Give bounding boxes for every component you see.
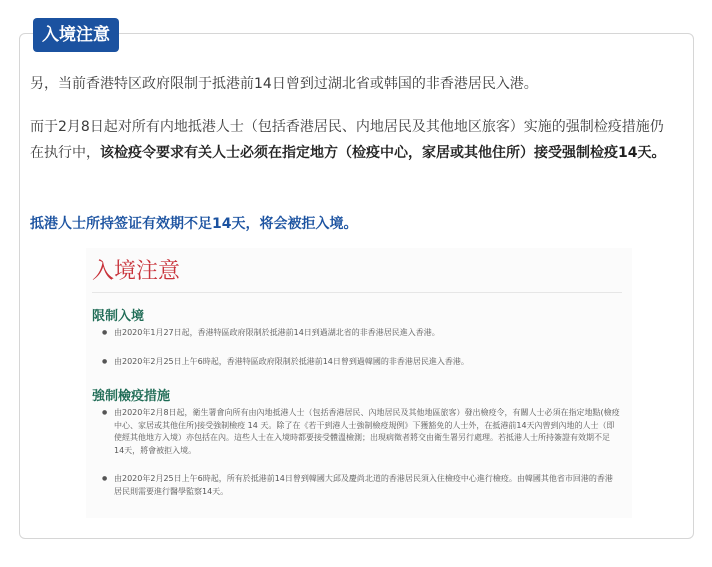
section-heading-quarantine: 強制檢疫措施 bbox=[92, 389, 171, 404]
notice-image bbox=[86, 248, 632, 518]
paragraph-quarantine-bold: 该检疫令要求有关人士必须在指定地方（检疫中心，家居或其他住所）接受强制检疫14天。 bbox=[100, 145, 666, 161]
list-item: ● 由2020年2月25日上午6時起，所有於抵港前14日曾到韓國大邱及慶尚北道的香港居民須入住檢疫中心進行檢疫。由韓國其他省市回港的香港居民則需要進行醫學監察14天。 bbox=[100, 473, 620, 498]
section-tag: 入境注意 bbox=[33, 18, 119, 52]
paragraph-quarantine bbox=[30, 114, 670, 166]
notice-divider bbox=[92, 292, 622, 293]
notice-title: 入境注意 bbox=[92, 259, 181, 284]
paragraph-restriction: 另，当前香港特区政府限制于抵港前14日曾到过湖北省或韩国的非香港居民入港。 bbox=[30, 76, 538, 92]
list-item: ● 由2020年2月8日起，衛生署會向所有由內地抵港人士（包括香港居民、內地居民及其他地區旅客）發出檢疫令，有關人士必須在指定地點(檢疫中心、家居或其他住所)接受強制檢疫 14 天。除了在《若干到港人士強制檢疫規例》下獲豁免的人士外，在抵港前14天內曾到內地的人士（即使經其他地方入境）亦包括在內。這些人士在入境時都要接受體溫檢測；出現病徵者將交由衛生署另行處理。若抵港人士所持簽證有效期不足14天，將會被拒入境。 bbox=[100, 407, 620, 457]
list-item: ● 由2020年1月27日起，香港特區政府限制於抵港前14日到過湖北省的非香港居民進入香港。 bbox=[100, 327, 620, 340]
paragraph-visa-warning: 抵港人士所持签证有效期不足14天，将会被拒入境。 bbox=[30, 216, 358, 232]
paragraph-quarantine-normal: 而于2月8日起对所有内地抵港人士（包括香港居民、内地居民及其他地区旅客）实施的强制检疫措施仍在执行中， bbox=[30, 119, 664, 161]
quarantine-list bbox=[100, 407, 620, 498]
list-item: ● 由2020年2月25日上午6時起，香港特區政府限制於抵港前14日曾到過韓國的非香港居民進入香港。 bbox=[100, 356, 620, 369]
entry-restriction-list bbox=[100, 327, 620, 368]
section-heading-entry-restriction: 限制入境 bbox=[92, 309, 145, 324]
